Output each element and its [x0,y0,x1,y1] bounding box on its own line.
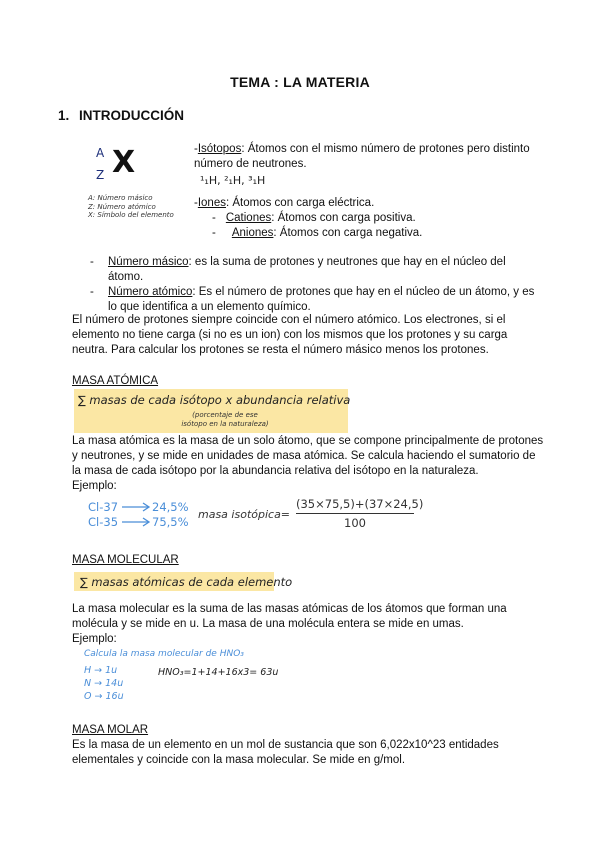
cationes-text: : Átomos con carga positiva. [271,212,416,224]
cationes-line: - Cationes: Átomos con carga positiva. [212,212,416,224]
page-title: TEMA : LA MATERIA [230,74,370,90]
masa-atomica-paragraph [72,434,543,494]
notation-symbol: X [112,145,136,180]
example-iso2: Cl-35 [88,515,119,529]
masa-atomica-heading: MASA ATÓMICA [72,375,159,387]
aniones-line: - Aniones: Átomos con carga negativa. [212,227,423,239]
masa-molar-heading: MASA MOLAR [72,724,149,736]
paragraph-line: El número de protones siempre coincide con el número atómico. Los electrones, si el [72,314,506,326]
example-denominator: 100 [344,516,366,530]
paragraph-line: La masa molecular es la suma de las masas atómicas de los átomos que forman una [72,603,507,615]
section-title: INTRODUCCIÓN [79,108,185,123]
fraction-bar [296,513,414,514]
numero-atomico-text: : Es el número de protones que hay en el núcleo de un átomo, y es [192,286,535,298]
arrow-right-icon [122,502,152,512]
bullet-dash: - [90,256,94,268]
molecular-row: N → 14u [84,678,124,689]
molecular-row: H → 1u [84,665,118,676]
isotopos-examples: ¹₁H, ²₁H, ³₁H [200,174,266,187]
molecular-row: O → 16u [84,691,124,702]
numero-atomico-term: Número atómico [108,286,193,298]
numero-atomico-line [108,285,534,300]
isotopos-term: Isótopos [197,143,242,155]
example-numerator: (35×75,5)+(37×24,5) [296,497,424,511]
isotopos-line: -Isótopos: Átomos con el mismo número de protones pero distinto [194,143,530,155]
example-label: Ejemplo: [72,480,117,492]
paragraph-line: Es la masa de un elemento en un mol de sustancia que son 6,022x10^23 entidades [72,739,499,751]
iones-term: Iones [197,197,226,209]
notation-mass-letter: A [96,146,105,160]
example-iso1-pct: 24,5% [152,500,189,514]
paragraph-line: elementales y coincide con la masa molecular. Se mide en g/mol. [72,754,406,766]
molecular-example-result: HNO₃=1+14+16x3= 63u [158,667,279,678]
masa-molecular-paragraph [72,602,507,647]
paragraph-line: neutra. Para calcular los protones se resta el número másico menos los protones. [72,344,489,356]
legend-line: X: Símbolo del elemento [88,211,174,219]
paragraph-line: elemento no tiene carga (si no es un ion) con los mismos que los protones y su carga [72,329,508,341]
formula-note-line: isótopo en la naturaleza) [181,419,269,428]
isotopos-text: : Átomos con el mismo número de protones pero distinto [241,143,530,155]
example-label: Ejemplo: [72,633,117,645]
numero-masico-line2: átomo. [108,271,144,283]
paragraph-line: molécula y se mide en u. La masa de una molécula entera se mide en umas. [72,618,464,630]
numero-masico-term: Número másico [108,256,189,268]
iones-line: -Iones: Átomos con carga eléctrica. [194,197,375,209]
example-label-masa-isotopica: masa isotópica= [198,508,291,521]
notation-legend [88,194,174,220]
notation-atomic-letter: Z [96,168,105,182]
aniones-term: Aniones [231,227,274,239]
masa-atomica-formula-note [170,411,280,428]
aniones-text: : Átomos con carga negativa. [273,227,423,239]
intro-paragraph [72,313,507,358]
formula-note-line: (porcentaje de ese [192,411,258,419]
iones-text: : Átomos con carga eléctrica. [225,197,375,209]
legend-line: A: Número másico [88,194,153,202]
masa-molar-paragraph [72,738,499,768]
example-iso2-pct: 75,5% [152,515,189,529]
example-iso1: Cl-37 [88,500,119,514]
masa-molecular-heading: MASA MOLECULAR [72,554,179,566]
numero-masico-line [108,255,506,270]
bullet-dash: - [90,286,94,298]
paragraph-line: y neutrones, y se mide en unidades de masa atómica. Se calcula haciendo el sumatorio de [72,450,536,462]
cationes-term: Cationes [225,212,272,224]
molecular-example-title: Calcula la masa molecular de HNO₃ [84,649,244,659]
numero-masico-text: : es la suma de protones y neutrones que hay en el núcleo del [188,256,506,268]
isotopos-line2: número de neutrones. [194,158,307,170]
molecular-example-rows [84,664,124,703]
arrow-right-icon [122,517,152,527]
masa-molecular-formula: ∑ masas atómicas de cada elemento [80,575,293,589]
legend-line: Z: Número atómico [88,202,156,211]
paragraph-line: La masa atómica es la masa de un solo átomo, que se compone principalmente de protones [72,435,544,447]
numero-atomico-line2: lo que identifica a un elemento químico. [108,301,311,313]
section-heading-introduccion [58,108,184,123]
section-number: 1. [58,108,70,123]
masa-atomica-formula: ∑ masas de cada isótopo x abundancia relativa [78,393,351,407]
paragraph-line: la masa de cada isótopo por la abundancia relativa del isótopo en la naturaleza. [72,465,479,477]
